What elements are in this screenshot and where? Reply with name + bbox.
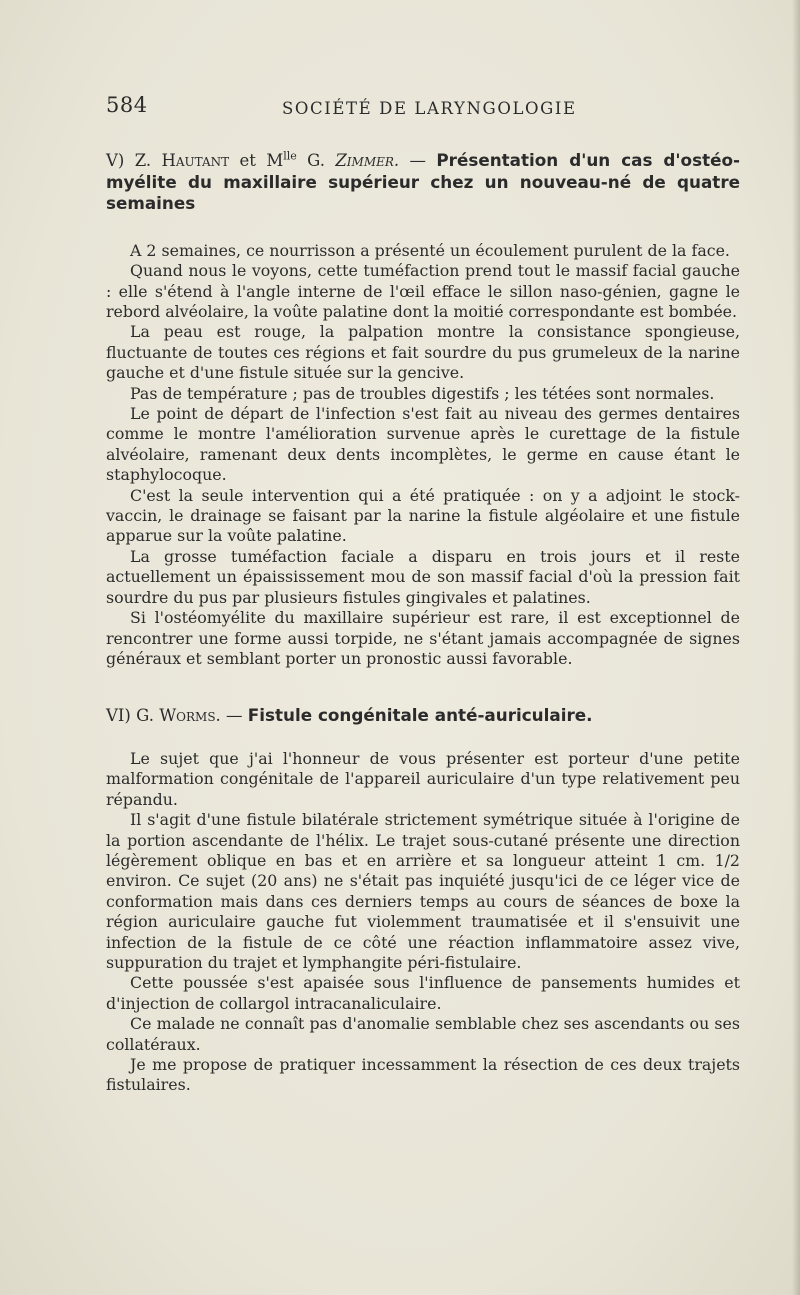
section-vi-paragraph: Le sujet que j'ai l'honneur de vous présenter est porteur d'une petite malformation congénitale de l'appareil auriculaire d'un type relativement peu répandu.	[106, 748, 740, 809]
section-v	[106, 150, 740, 669]
section-v-paragraph: La peau est rouge, la palpation montre la consistance spongieuse, fluctuante de toutes ces régions et fait sourdre du pus grumeleux de la narine gauche et d'une fistule située sur la gencive.	[106, 322, 740, 383]
section-v-dash: —	[409, 151, 427, 170]
section-v-number: V)	[106, 151, 125, 170]
section-vi-paragraph: Cette poussée s'est apaisée sous l'influence de pansements humides et d'injection de collargol intracanaliculaire.	[106, 973, 740, 1013]
spacer	[106, 215, 740, 241]
section-v-paragraph: A 2 semaines, ce nourrisson a présenté un écoulement purulent de la face.	[130, 240, 730, 260]
section-vi-paragraph: Ce malade ne connaît pas d'anomalie semblable chez ses ascendants ou ses collatéraux.	[106, 1014, 740, 1054]
page-edge-shadow	[792, 0, 800, 1295]
section-v-paragraph: Le point de départ de l'infection s'est fait au niveau des germes dentaires comme le montre l'amélioration survenue après le curettage de la fistule alvéolaire, ramenant deux dents incomplètes, le germe en cause étant le staphylocoque.	[106, 404, 740, 485]
section-v-conj: et	[239, 151, 256, 170]
section-v-paragraph: C'est la seule intervention qui a été pratiquée : on y a adjoint le stock-vaccin, le drainage se faisant par la narine la fistule algéolaire et une fistule apparue sur la voûte palatine.	[106, 485, 740, 546]
page-header	[106, 93, 746, 123]
section-vi-heading	[106, 705, 740, 727]
section-v-title-sup: lle	[283, 149, 297, 163]
page-number: 584	[106, 93, 148, 117]
section-vi-number: VI)	[106, 706, 131, 726]
running-title: SOCIÉTÉ DE LARYNGOLOGIE	[282, 99, 577, 118]
spacer	[106, 669, 740, 705]
section-v-author2: Zimmer.	[335, 151, 400, 170]
section-vi-paragraph: Il s'agit d'une fistule bilatérale strictement symétrique située à l'origine de la portion ascendante de l'hélix. Le trajet sous-cutané présente une direction légèrement oblique en bas et en arrière et sa longueur atteint 1 cm. 1/2 environ. Ce sujet (20 ans) ne s'était pas inquiété jusqu'ici de ce léger vice de conformation mais dans ces derniers temps au cours de séances de boxe la région auriculaire gauche fut violemment traumatisée et il s'ensuivit une infection de la fistule de ce côté une réaction inflammatoire assez vive, suppuration du trajet et lymphangite péri-fistulaire.	[106, 810, 740, 972]
section-v-title: Présentation d'un cas d'ostéo-myélite du maxillaire supérieur chez un nouveau-né de quatre semaines	[106, 150, 740, 214]
section-v-author1: Z. Hautant	[134, 151, 230, 170]
section-v-paragraph: Pas de température ; pas de troubles digestifs ; les tétées sont normales.	[130, 383, 715, 403]
section-v-author2-initial: G.	[307, 151, 325, 170]
section-v-paragraph: La grosse tuméfaction faciale a disparu en trois jours et il reste actuellement un épaississement mou de son massif facial d'où la pression fait sourdre du pus par plusieurs fistules gingivales et palatines.	[106, 546, 740, 607]
section-vi	[106, 705, 740, 1096]
page-content	[106, 150, 740, 1096]
section-vi-author: G. Worms.	[136, 706, 221, 726]
section-vi-paragraph: Je me propose de pratiquer incessamment la résection de ces deux trajets fistulaires.	[106, 1055, 740, 1095]
section-vi-title: Fistule congénitale anté-auriculaire.	[247, 705, 593, 726]
section-v-paragraph: Quand nous le voyons, cette tuméfaction prend tout le massif facial gauche : elle s'étend à l'angle interne de l'œil efface le sillon naso-génien, gagne le rebord alvéolaire, la voûte palatine dont la moitié correspondante est bombée.	[106, 261, 740, 321]
section-vi-dash: —	[226, 706, 243, 726]
spacer	[106, 727, 740, 749]
section-v-paragraph: Si l'ostéomyélite du maxillaire supérieur est rare, il est exceptionnel de rencontrer une forme aussi torpide, ne s'étant jamais accompagnée de signes généraux et semblant porter un pronostic aussi favorable.	[106, 608, 740, 668]
section-v-heading	[106, 150, 740, 215]
section-v-title-prefix: M	[266, 151, 284, 170]
